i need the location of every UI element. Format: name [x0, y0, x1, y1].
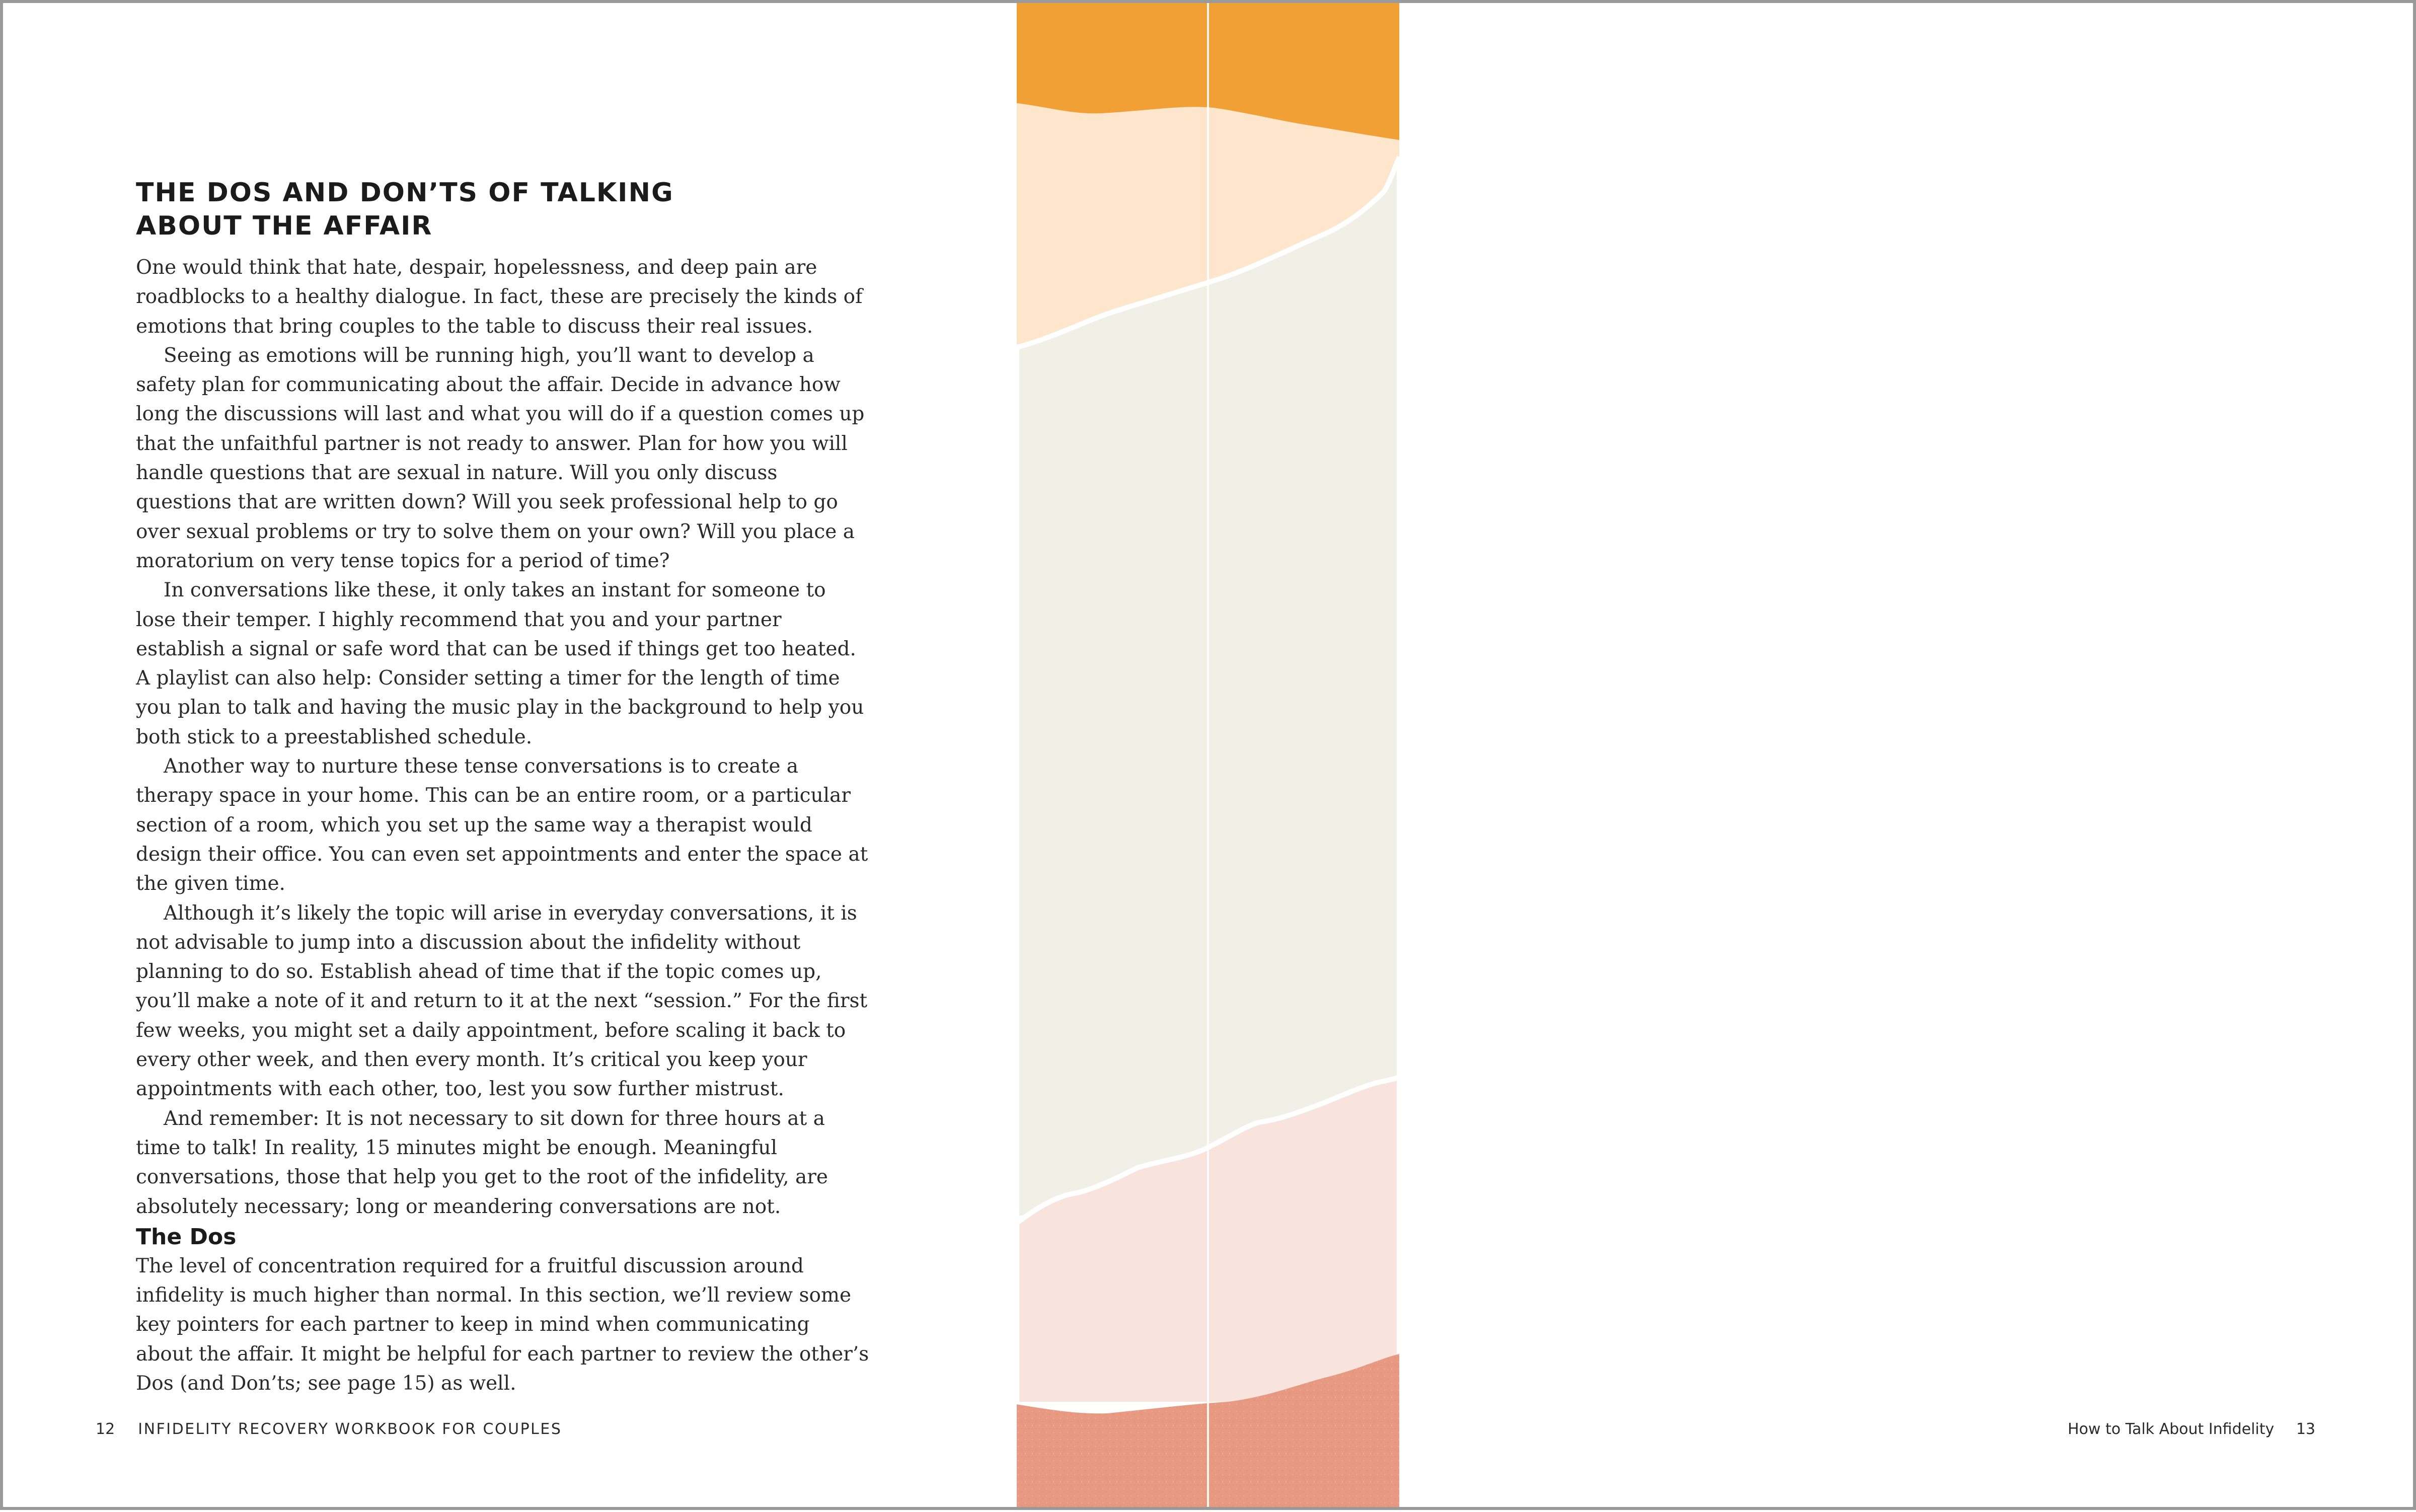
- section-title-line2: ABOUT THE AFFAIR: [136, 211, 433, 241]
- left-page-number: 12: [96, 1420, 115, 1438]
- subheading-the-dos: The Dos: [136, 1224, 237, 1250]
- right-page-number: 13: [2296, 1420, 2315, 1438]
- torn-paper-illustration: [1017, 0, 1399, 1510]
- paragraph: Another way to nurture these tense conversations is to create a therapy space in your home. This can be an entire room, or a particular section of a room, which you set up the same way a therapist would design their office. You can even set appointments and enter the space at the given time.: [136, 755, 868, 895]
- section-title-line1: THE DOS AND DON’TS OF TALKING: [136, 178, 674, 208]
- paragraph: In conversations like these, it only takes an instant for someone to lose their temper. I highly recommend that you and your partner establish a signal or safe word that can be used if things get too heated. A playlist can also help: Consider setting a timer for the length of time you plan to talk and having the music play in the background to help you both stick to a preestablished schedule.: [136, 579, 864, 748]
- left-page: [0, 0, 1017, 1510]
- dos-intro-paragraph: The level of concentration required for a fruitful discussion around infidelity is much higher than normal. In this section, we’ll review some key pointers for each partner to keep in mind when communicating about the affair. It might be helpful for each partner to review the other’s Dos (and Don’ts; see page 15) as well.: [136, 1254, 869, 1395]
- left-body: [136, 253, 871, 1398]
- book-title: INFIDELITY RECOVERY WORKBOOK FOR COUPLES: [138, 1420, 562, 1438]
- left-footer: [96, 1419, 562, 1440]
- paragraph: One would think that hate, despair, hopelessness, and deep pain are roadblocks to a healthy dialogue. In fact, these are precisely the kinds of emotions that bring couples to the table to discuss their real issues.: [136, 256, 863, 338]
- decorative-gutter-art: [1017, 0, 1399, 1510]
- right-page: [1399, 0, 2416, 1510]
- paragraph: And remember: It is not necessary to sit down for three hours at a time to talk! In reality, 15 minutes might be enough. Meaningful conversations, those that help you get to the root of the infidelity, are absolutely necessary; long or meandering conversations are not.: [136, 1107, 828, 1218]
- chapter-title: How to Talk About Infidelity: [2067, 1420, 2275, 1438]
- section-title: [136, 176, 790, 243]
- paragraph: Seeing as emotions will be running high, you’ll want to develop a safety plan for communicating about the affair. Decide in advance how long the discussions will last and what you will do if a question comes up that the unfaithful partner is not ready to answer. Plan for how you will handle questions that are sexual in nature. Will you only discuss questions that are written down? Will you seek professional help to go over sexual problems or try to solve them on your own? Will you place a moratorium on very tense topics for a period of time?: [136, 344, 865, 572]
- right-footer: [2068, 1419, 2315, 1440]
- paragraph: Although it’s likely the topic will arise in everyday conversations, it is not advisable to jump into a discussion about the infidelity without planning to do so. Establish ahead of time that if the topic comes up, you’ll make a note of it and return to it at the next “session.” For the first few weeks, you might set a daily appointment, before scaling it back to every other week, and then every month. It’s critical you keep your appointments with each other, too, lest you sow further mistrust.: [136, 901, 868, 1101]
